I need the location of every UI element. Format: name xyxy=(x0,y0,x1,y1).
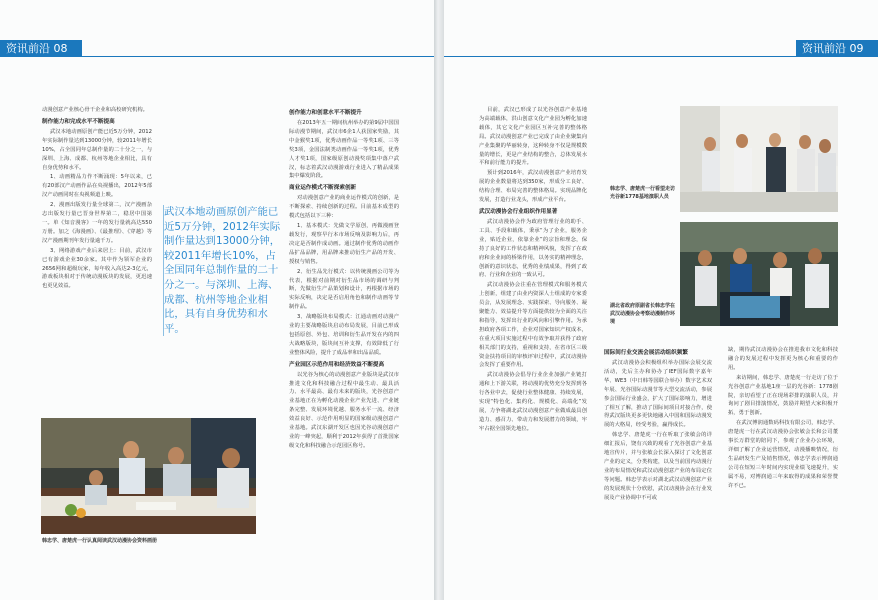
col2-paragraph: 2、衍生品先行模式：以传统漫画公司等为代表，根据对前期对衍生品市场的调研与判断，先做衍生产品策划和设计，再根据市场的实际反响，决定是否启用角色和制作动画等节制作品。 xyxy=(289,268,399,311)
col2-paragraph: 3、战略版块布局模式：江通动画对动漫产业的主要战略版块启动布局发展，目前已形成包括原创、外包、培训和衍生品开发在内的四大战略版块，版块间互补支撑，有效降低了行业整体风险，提升了成品率和出品品质。 xyxy=(289,314,399,356)
rc3-paragraph: 来访期间，韩忠学、唐楚虎一行走访了位于光谷创意产业基地1座一层的光谷新：1778剧院，亲切看望了正在现场彩排的演职人员，并询问了剧目排演情况，鼓励并期望大家积极开拓，勇于创新。 xyxy=(728,374,838,417)
col2-paragraph: 在2013年五一期间杭州举办的第9届中国国际动漫节期间，武汉市6企1人获国家奖励，其中金猴奖1项，优秀动画作品一等奖1项、三等奖3项，金国法制类动画作品一等奖1项，优秀人才奖1项，国家级原创动漫奖项集中落户武汉，标志着武汉动漫游戏行业进入了精品成果集中爆发阶段。 xyxy=(289,120,399,180)
col2-heading-creativity: 创作能力和创意水平不断提升 xyxy=(289,110,362,116)
rc2-paragraph: 武汉动漫协会积极组织举办国际会展交流活动，先后主办和协办了IEF国际数字嘉年华、WE3（中日韩等国联合举办）数字艺术双年展、光谷国际动漫节等大型交流活动，参展参会国际行业盛会，扩大了国际影响力，增进了相互了解，推动了国际间项目对接合作，使得武汉版块更多更快地融入中国和国际动漫发展的大格局，经受考验，赢得成长。 xyxy=(604,360,712,429)
left-header-rule xyxy=(0,56,434,57)
rc1-heading-association: 武汉动漫协会行业组织作用显著 xyxy=(479,208,558,215)
photo2-caption: 湖北省政府原副省长韩忠学在武汉动漫协会考察动漫制作环境 xyxy=(610,303,676,325)
spine-gutter xyxy=(434,0,444,600)
meeting-photo-image xyxy=(41,418,256,534)
meeting-photo xyxy=(41,418,256,534)
rc2-heading-international: 国际间行业交流会展活动组织频繁 xyxy=(604,350,688,356)
rc1-paragraph: 武汉动漫协会作为政府管理行业的助手、工具、手段和载体，秉承“为了企业，服务企业，贴近企业，依靠企业”的宗旨和理念，保持了良好的工作状态和精神风貌，发挥了在政府和企业间的桥梁作用，以务实的精神理念，创新的意识状态，优秀的业绩成果，得到了政府、行业和企业的一致认可。 xyxy=(479,218,587,279)
meeting-photo-caption: 韩忠学、唐楚虎一行认真阅读武汉动漫协会资料画册 xyxy=(42,538,158,544)
left-header-bar xyxy=(0,40,82,57)
rc1-paragraph: 武汉动漫协会倡导行业企业加强产业链打通和上下游关联，将动漫的优势充分发挥到各行各业中去，促使行业整体健康、持续发展，实现“特色化、集约化、规模化、高端化”发展，力争将湖北武汉动漫创意产业做成最具创造力、感召力、带动力和发展潜力的领域，牢牢占据全国领先地位。 xyxy=(479,372,587,432)
pull-quote: 武汉本地动画原创产能已近5万分钟，2012年实际制作量达到13000分钟，较2011年增长10%，占全国同年总制作量的二十分之一。与深圳、上海、成都、杭州等地企业相比，具有自身优势和水平。 xyxy=(164,206,281,335)
right-column-1 xyxy=(479,106,587,435)
col1-paragraph: 2、漫画出版发行量全球第二，汉产漫画杂志出版发行量已晋身世界第二，稳居中国第一。单《知音漫客》一年的发行量就高达550万册。加之《海漫画》、《最推理》、《穿越》等汉产漫画期刊年发行量逾千万。 xyxy=(42,202,152,244)
col1-heading-production: 制作能力和完成水平不断提高 xyxy=(42,118,115,125)
col1-paragraph: 1、动画精品力作不断涌现：5年以来，已有20部汉产动画作品在央视播出，2012年5部汉产动画同时在央视频道上映。 xyxy=(42,174,152,199)
visit-photo-2 xyxy=(680,222,838,326)
col1-intro: 动漫创意产业核心骨干企业和高校研究机构。 xyxy=(42,107,148,113)
col2-paragraph: 1、基本模式：先做文学原创，再做漫画登载发行，观察早行本市场反响及影响力后，再决定是否制作成动画。通过制作优秀的动画作品扩品品牌，用品牌来推动衍生产品的开发、授权与销售。 xyxy=(289,223,399,265)
rc2-paragraph: 韩忠学、唐楚虎一行在听取了张敏会的详细汇报后，饶有兴致的观看了光谷创意产业基地宣传片，并与张敏会长深入探讨了文化创意产业的定义，分类构建，以及当前国内动漫行业的布局情况和武汉动漫创意产业的布局定位等问题。韩忠学表示对湖北武汉动漫创意产业的发展现状十分欣慰，武汉动漫协会在行业发展及产业协调中不可或 xyxy=(604,432,712,501)
left-page xyxy=(0,0,434,600)
right-page xyxy=(444,0,878,600)
left-column-1 xyxy=(42,106,152,292)
col2-heading-park: 产业园区示范作用和经济效益不断提高 xyxy=(289,361,385,368)
rc1-paragraph: 武汉动漫协会注重在管理模式和服务模式上创新，组建了由业内资深人士组成的专家委员会，从发展理念、实践探索、导向服务、凝聚能力、效益提升等方面提供较为全面的关注和指导，发挥出行业的风向和引擎作用。为承担政府各项工作，企业对国家知识产权成本，在重大项目实施过程中有效争取并获得了政府相关部门的支持，重视和支持，在省市区三级资金扶持项目的审核评审过程中，武汉动漫协会发挥了重要作用。 xyxy=(479,282,587,369)
left-column-2 xyxy=(289,106,399,452)
rc3-paragraph: 在武汉博润通数码科技有限公司，韩忠学、唐楚虎一行在武汉动漫协会张敏会长和公司董事长万群堂的陪同下，参观了企业办公环境，详细了解了企业运营情况，动漫播映情况，衍生品研发生产及销售情况，韩忠学表示博润通公司在短短三年时间内实现业绩飞速提升，实属不易，对博润通三年来取得的成果和荣誉赞许不已。 xyxy=(728,420,838,489)
photo1-caption: 韩忠学、唐楚虎一行看望走访光谷新1778基地演职人员 xyxy=(610,186,676,200)
col2-heading-business: 商业运作模式不断探索创新 xyxy=(289,185,357,192)
right-column-3 xyxy=(728,346,838,492)
col1-paragraph: 武汉本地动画原创产能已近5万分钟，2012年实际制作量达到13000分钟，较2011年增长10%，占全国同年总制作量的二十分之一，与深圳、上海、成都、杭州等地企业相比，具有自身优势和水平。 xyxy=(42,128,152,171)
right-header-rule xyxy=(444,56,878,57)
col1-paragraph: 3、网络游戏产业后来居上：目前，武汉市已有游戏企业30余家。其中作为领军企业的2656网和超级玩家，每年收入高达2-3亿元，游戏板块相对于传统动漫板块的发展，更迅速也更见效益。 xyxy=(42,247,152,290)
rc1-paragraph: 目前，武汉已形成了以光谷创意产业基地为高端载体，洪山创意文化产业园为孵化加速载体，其它文化产业园区互补完善的整体格局。武汉动漫创意产业已完成了由企业聚集向产业集聚的华丽转身，这种转身不仅是规模数量的增长，更是产业结构的整合，总体发展水平和前行能力的提升。 xyxy=(479,107,587,167)
right-header-bar xyxy=(796,40,878,57)
rc3-paragraph: 缺，期待武汉动漫协会在推进我市文化和科技融合的发展过程中发挥更为核心和重要的作用。 xyxy=(728,347,838,371)
col2-paragraph: 以光谷为核心的动漫创意产业版块是武汉市推进文化和科技融合过程中最生动、最具活力、水平最高、最有未来的版块，光谷创意产业基地正在为孵化动漫企业产业先进、产业链条完整、发展环境优越、服务水平一流、经济效益良好、示范作用明显的国家级动漫创意产业基地。武汉东湖开发区也因光谷动漫创意产业的一峰突起，顺利于2012年获得了首批国家级文化和科技融合示范园区称号。 xyxy=(289,371,399,449)
visit-photo-1-image xyxy=(680,106,838,212)
right-header-title: 资讯前沿 09 xyxy=(802,42,864,55)
col2-paragraph: 对动漫创意产业的商业运作模式的创新，是不断探索、持续创新的过程。目前基本成型的模式包括以下三种： xyxy=(289,195,399,220)
left-header-title: 资讯前沿 08 xyxy=(6,42,68,55)
rc1-paragraph: 预计到2016年，武汉动漫创意产业培育发展的企业数量将达到350家，形成分工良好、结构合理、布局完善的整体格局。实现品牌化发展，打造行业龙头，形成产业平台。 xyxy=(479,170,587,204)
visit-photo-2-image xyxy=(680,222,838,326)
right-column-2 xyxy=(604,346,712,504)
visit-photo-1 xyxy=(680,106,838,212)
